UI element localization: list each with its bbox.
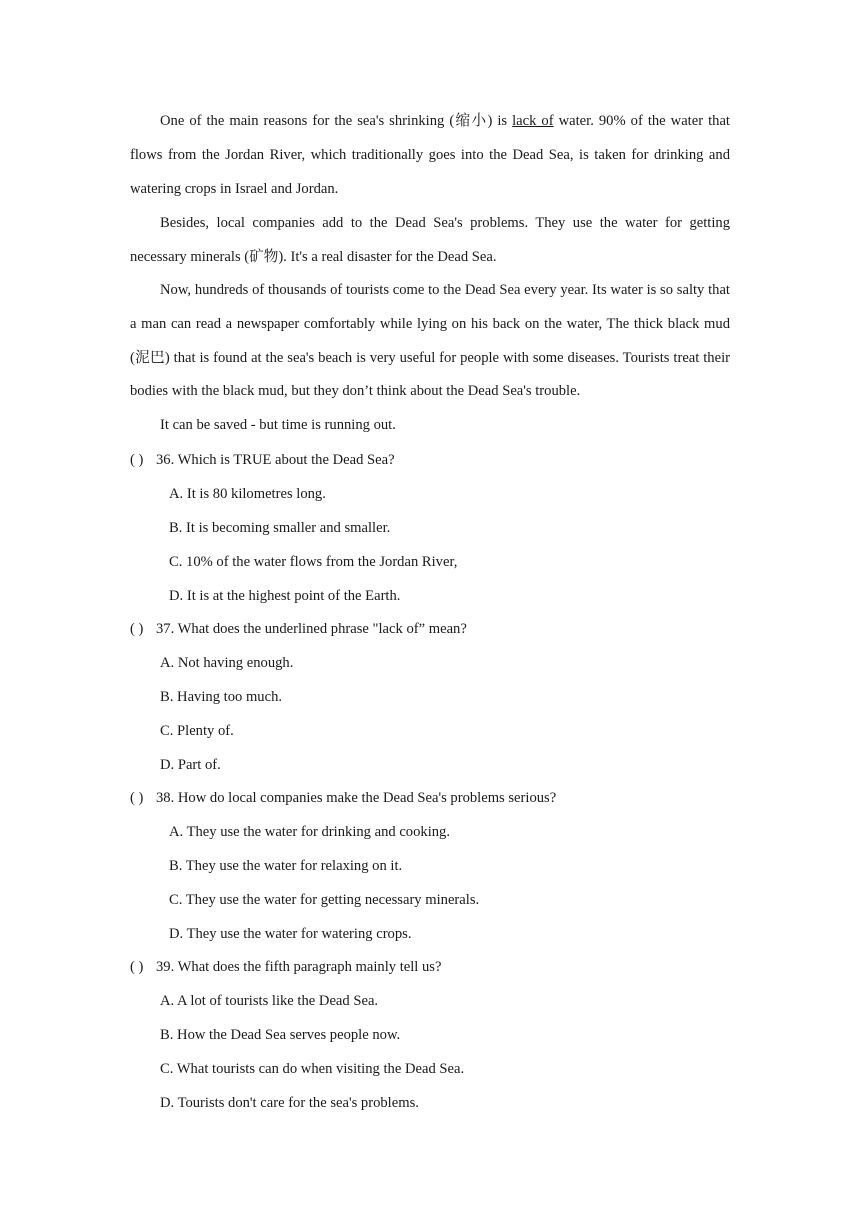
underlined-phrase: lack of [512,113,554,129]
option-39-b: B. How the Dead Sea serves people now. [160,1027,401,1043]
paragraph-4 [130,409,730,443]
paragraph-1 [130,105,730,206]
question-stem: 36. Which is TRUE about the Dead Sea? [156,452,395,468]
question-39 [130,957,441,977]
option-37-d: D. Part of. [160,757,221,773]
option-37-b: B. Having too much. [160,689,283,705]
option-36-b: B. It is becoming smaller and smaller. [169,520,391,536]
paragraph-1-text-before: One of the main reasons for the sea's shrinking (缩小) is [160,113,513,129]
question-36 [130,450,395,470]
option-36-c: C. 10% of the water flows from the Jordan River, [169,554,458,570]
option-37-c: C. Plenty of. [160,723,234,739]
answer-bracket[interactable]: ( ) [130,452,144,468]
paragraph-3-text: Now, hundreds of thousands of tourists come to the Dead Sea every year. Its water is so salty that a man can read a newspaper comfortably while lying on his back on the water, The thick black mud (泥巴) that is found at the sea's beach is very useful for people with some diseases. Tourists treat their bodies with the black mud, but they don’t think about the Dead Sea's trouble. [130,282,730,400]
question-37 [130,619,467,639]
option-38-c: C. They use the water for getting necessary minerals. [169,892,480,908]
question-38 [130,788,556,808]
option-37-a: A. Not having enough. [160,655,294,671]
question-stem: 39. What does the fifth paragraph mainly tell us? [156,959,442,975]
answer-bracket[interactable]: ( ) [130,790,144,806]
option-38-a: A. They use the water for drinking and cooking. [169,824,450,840]
answer-bracket[interactable]: ( ) [130,959,144,975]
question-stem: 37. What does the underlined phrase "lack of” mean? [156,621,467,637]
paragraph-2-text: Besides, local companies add to the Dead Sea's problems. They use the water for getting necessary minerals (矿物). It's a real disaster for the Dead Sea. [130,215,730,265]
question-stem: 38. How do local companies make the Dead Sea's problems serious? [156,790,557,806]
paragraph-1-text-after: water. 90% of the water that flows from the Jordan River, which traditionally goes into the Dead Sea, is taken for drinking and watering crops in Israel and Jordan. [130,113,730,197]
option-39-c: C. What tourists can do when visiting the Dead Sea. [160,1061,465,1077]
option-36-d: D. It is at the highest point of the Earth. [169,588,401,604]
paragraph-4-text: It can be saved - but time is running out. [160,417,396,433]
paragraph-3 [130,274,730,409]
option-39-a: A. A lot of tourists like the Dead Sea. [160,993,379,1009]
option-36-a: A. It is 80 kilometres long. [169,486,326,502]
option-39-d: D. Tourists don't care for the sea's problems. [160,1095,419,1111]
option-38-b: B. They use the water for relaxing on it. [169,858,403,874]
answer-bracket[interactable]: ( ) [130,621,144,637]
paragraph-2 [130,207,730,275]
option-38-d: D. They use the water for watering crops. [169,926,412,942]
